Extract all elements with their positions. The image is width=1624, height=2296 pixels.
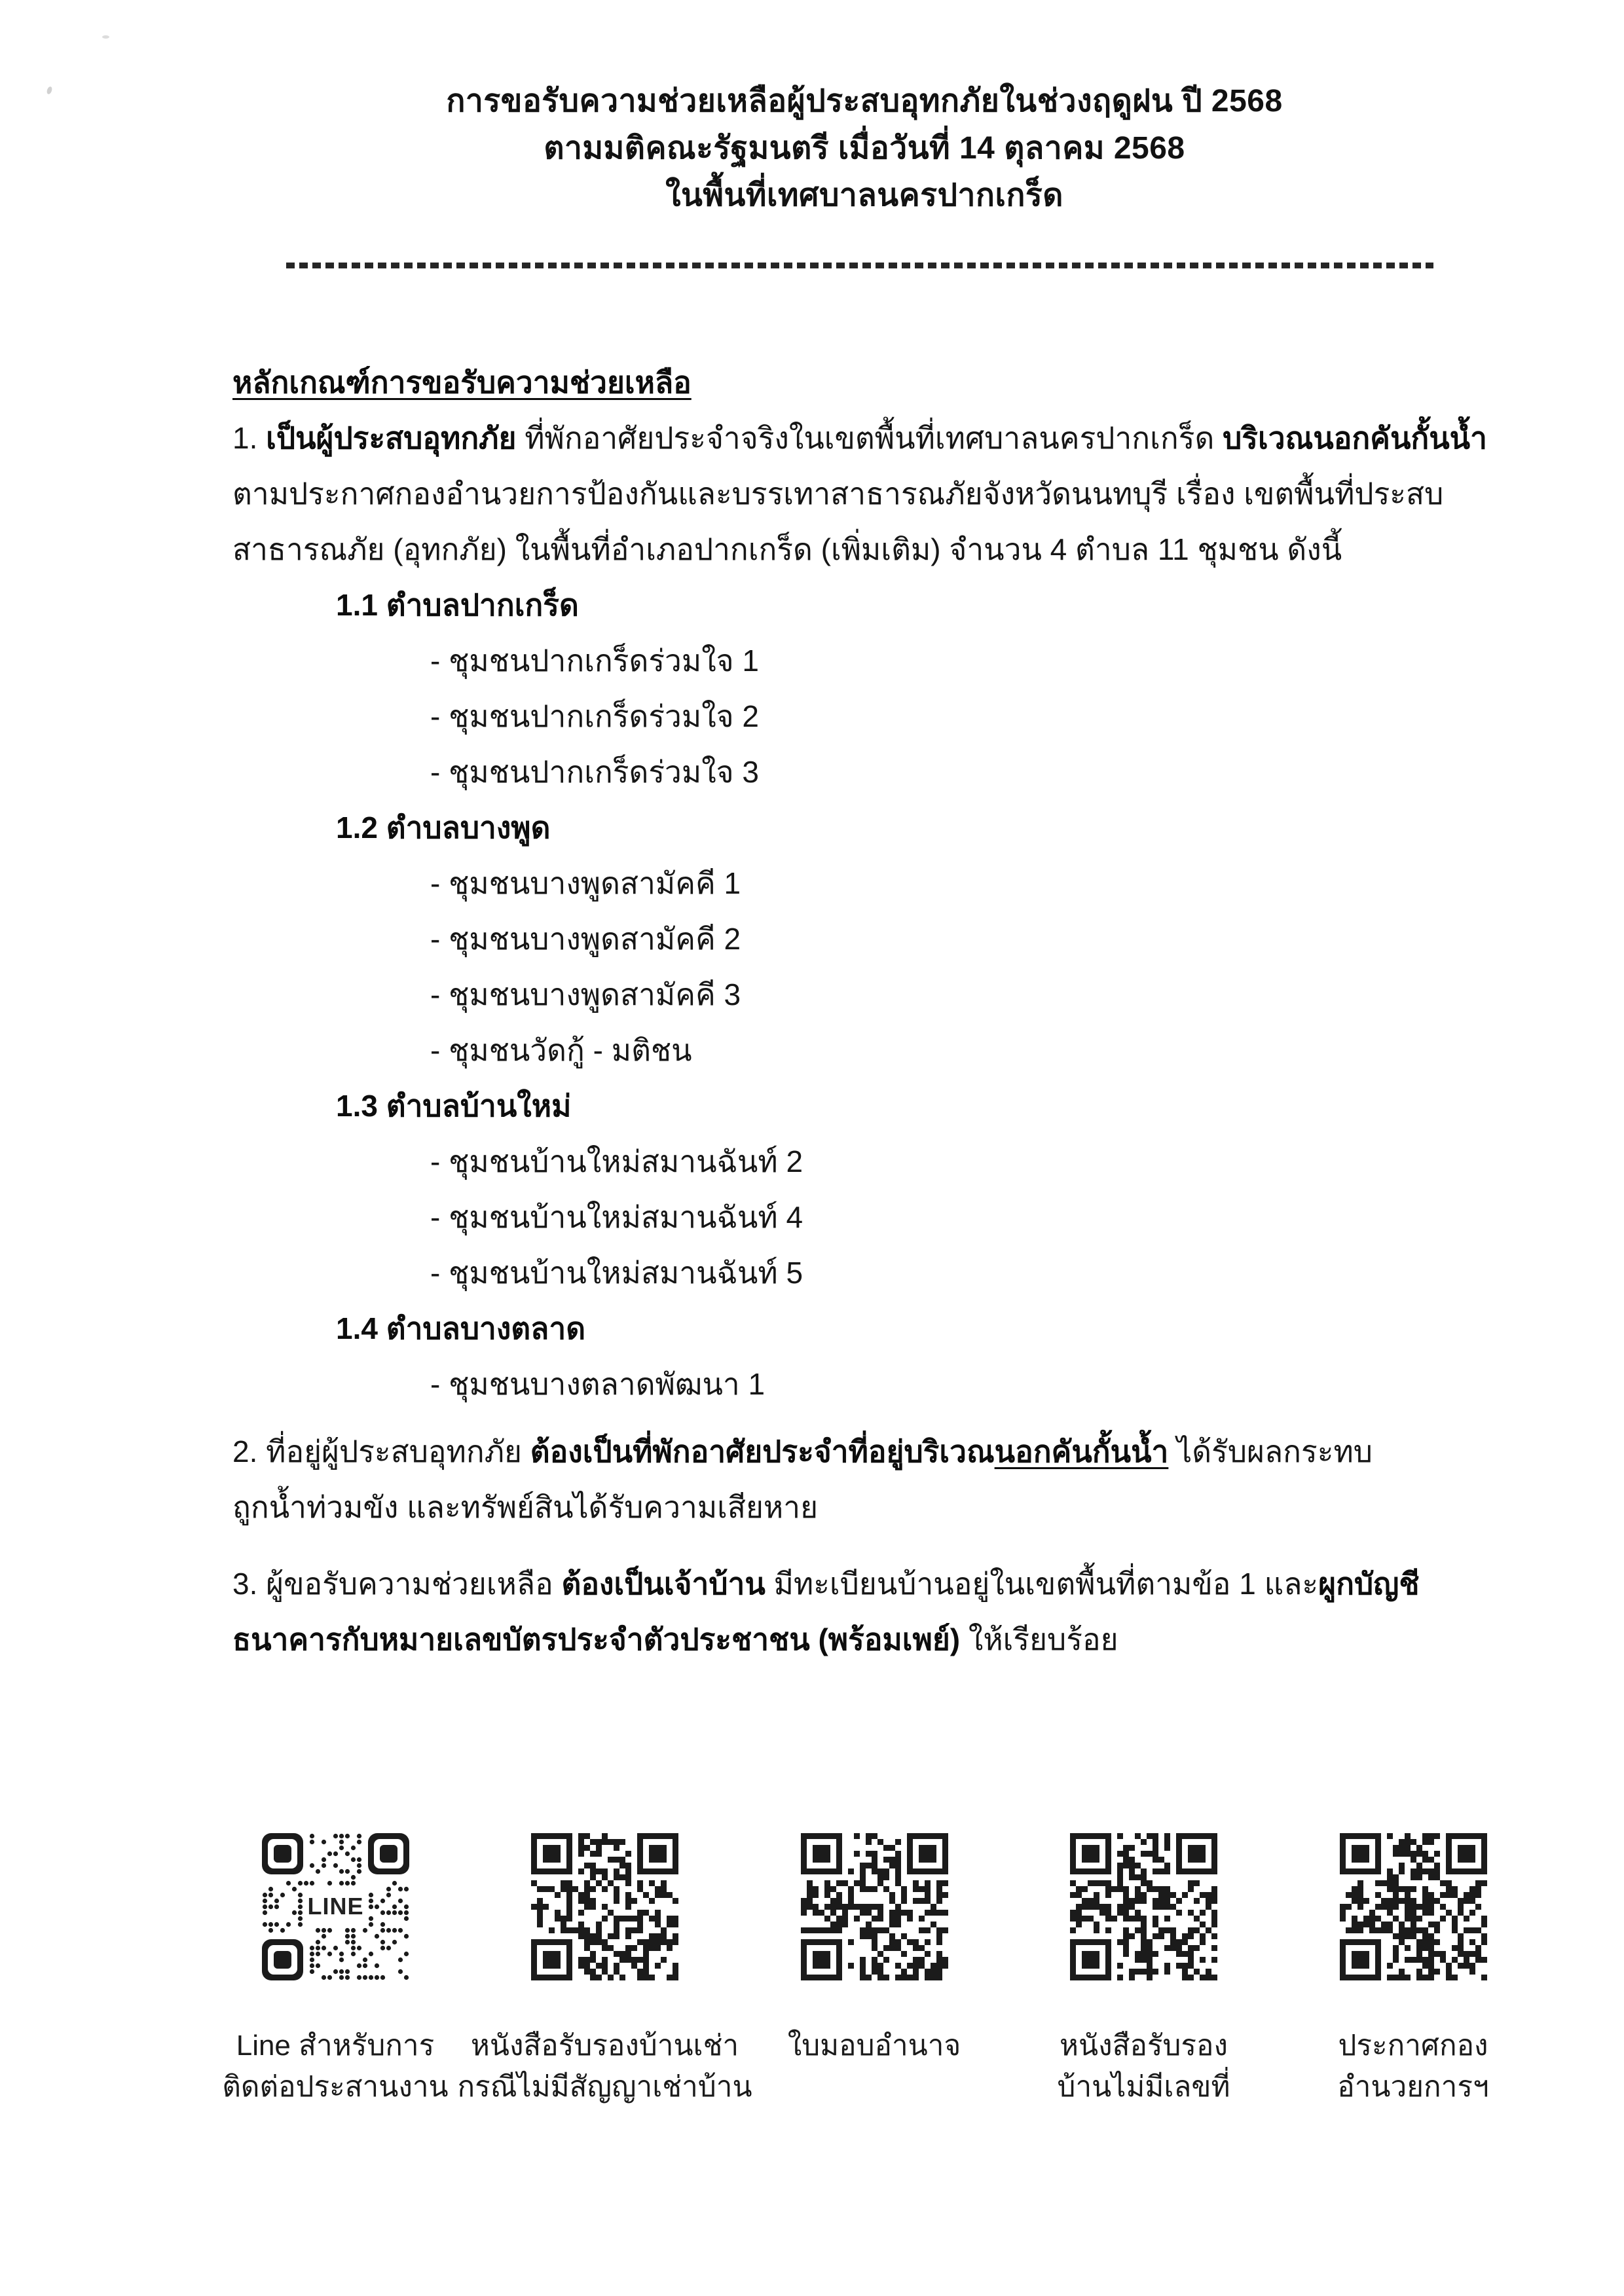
svg-text:LINE: LINE <box>306 1893 364 1920</box>
text-run: ธนาคารกับหมายเลขบัตรประจำตัวประชาชน (พร้อมเพย์) <box>232 1622 961 1656</box>
community-item: - ชุมชนปากเกร็ดร่วมใจ 2 <box>430 699 759 733</box>
text-run: ต้องเป็นเจ้าบ้าน <box>561 1567 766 1601</box>
community-item: - ชุมชนปากเกร็ดร่วมใจ 1 <box>430 644 759 678</box>
text-run: 3. ผู้ขอรับความช่วยเหลือ <box>232 1567 562 1601</box>
community-item: - ชุมชนบ้านใหม่สมานฉันท์ 2 <box>430 1144 803 1178</box>
criterion-1-paragraph-line <box>232 410 1487 466</box>
community-item: - ชุมชนปากเกร็ดร่วมใจ 3 <box>430 755 759 789</box>
document-title <box>223 78 1506 219</box>
subdistrict-heading: 1.1 ตำบลปากเกร็ด <box>336 588 579 622</box>
text-run: ได้รับผลกระทบ <box>1168 1434 1373 1468</box>
qr-code-section <box>213 1833 1536 2107</box>
qr-caption-line: ประกาศกอง <box>1338 2030 1488 2062</box>
text-run: ให้เรียบร้อย <box>960 1622 1118 1656</box>
qr-caption <box>1337 2025 1488 2107</box>
text-run: มีทะเบียนบ้านอยู่ในเขตพื้นที่ตามข้อ 1 และ <box>765 1567 1319 1601</box>
criterion-1-paragraph <box>232 410 1487 577</box>
official-announcement-qr-code <box>1340 1833 1487 1980</box>
text-run: นอกคันกั้นน้ำ <box>994 1434 1169 1468</box>
community-item: - ชุมชนวัดกู้ - มติชน <box>430 1033 692 1067</box>
text-run: เป็นผู้ประสบอุทกภัย <box>266 421 517 455</box>
subdistrict-heading: 1.4 ตำบลบางตลาด <box>336 1311 586 1345</box>
title-line-1: การขอรับความช่วยเหลือผู้ประสบอุทกภัยในช่วงฤดูฝน ปี 2568 <box>446 84 1283 118</box>
qr-column <box>752 1833 997 2107</box>
criterion-2-paragraph-line <box>232 1424 1424 1480</box>
qr-caption <box>457 2025 752 2107</box>
subdistrict-list <box>232 577 1424 1412</box>
qr-column <box>457 1833 752 2107</box>
criterion-1-paragraph-line <box>232 466 1444 522</box>
community-item: - ชุมชนบางตลาดพัฒนา 1 <box>430 1367 766 1401</box>
subdistrict-heading: 1.2 ตำบลบางพูด <box>336 811 551 845</box>
criterion-1-paragraph-line <box>232 522 1424 577</box>
subdistrict-heading: 1.3 ตำบลบ้านใหม่ <box>336 1089 572 1123</box>
dashed-separator-line <box>286 263 1433 268</box>
community-item: - ชุมชนบางพูดสามัคคี 2 <box>430 922 741 956</box>
qr-caption-line: Line สำหรับการ <box>236 2030 435 2062</box>
scan-speck <box>46 86 53 95</box>
rental-house-certificate-qr-code <box>531 1833 678 1980</box>
line-contact-qr-code <box>262 1833 409 1980</box>
community-item: - ชุมชนบางพูดสามัคคี 1 <box>430 866 741 900</box>
criterion-2-paragraph-line <box>232 1480 1424 1535</box>
scan-speck <box>102 35 109 39</box>
qr-caption-line: หนังสือรับรอง <box>1060 2030 1228 2062</box>
title-line-2: ตามมติคณะรัฐมนตรี เมื่อวันที่ 14 ตุลาคม 2568 <box>544 131 1185 166</box>
qr-column <box>213 1833 458 2107</box>
qr-caption-line: กรณีไม่มีสัญญาเช่าบ้าน <box>457 2071 752 2103</box>
criterion-2-paragraph <box>232 1424 1424 1535</box>
qr-column <box>1291 1833 1536 2107</box>
title-line-3: ในพื้นที่เทศบาลนครปากเกร็ด <box>665 178 1063 213</box>
text-run: ถูกน้ำท่วมขัง และทรัพย์สินได้รับความเสียหาย <box>232 1490 819 1524</box>
community-item: - ชุมชนบ้านใหม่สมานฉันท์ 5 <box>430 1256 803 1290</box>
criterion-3-paragraph-line <box>232 1612 1424 1667</box>
qr-caption-line: อำนวยการฯ <box>1337 2071 1489 2103</box>
criteria-heading: หลักเกณฑ์การขอรับความช่วยเหลือ <box>232 365 692 399</box>
qr-caption <box>1058 2025 1230 2107</box>
text-run: สาธารณภัย (อุทกภัย) ในพื้นที่อำเภอปากเกร็ด (เพิ่มเติม) จำนวน 4 ตำบล 11 ชุมชน ดังนี้ <box>232 532 1342 566</box>
criterion-3-paragraph <box>232 1556 1424 1667</box>
document-body <box>232 355 1487 1667</box>
qr-caption <box>222 2025 448 2107</box>
qr-column <box>1022 1833 1266 2107</box>
qr-caption-line: ใบมอบอำนาจ <box>787 2030 961 2062</box>
text-run: ตามประกาศกองอำนวยการป้องกันและบรรเทาสาธารณภัยจังหวัดนนทบุรี เรื่อง เขตพื้นที่ประสบ <box>232 477 1444 511</box>
qr-caption-line: บ้านไม่มีเลขที่ <box>1057 2071 1230 2103</box>
text-run: 1. <box>232 421 267 455</box>
text-run: ที่พักอาศัยประจำจริงในเขตพื้นที่เทศบาลนครปากเกร็ด <box>516 421 1223 455</box>
qr-caption <box>788 2025 961 2066</box>
community-item: - ชุมชนบางพูดสามัคคี 3 <box>430 977 741 1011</box>
text-run: ผูกบัญชี <box>1318 1567 1420 1601</box>
text-run: บริเวณนอกคันกั้นน้ำ <box>1223 421 1487 455</box>
qr-caption-line: หนังสือรับรองบ้านเช่า <box>470 2030 739 2062</box>
text-run: ต้องเป็นที่พักอาศัยประจำที่อยู่บริเวณ <box>530 1434 995 1468</box>
community-item: - ชุมชนบ้านใหม่สมานฉันท์ 4 <box>430 1200 803 1234</box>
qr-caption-line: ติดต่อประสานงาน <box>222 2071 449 2103</box>
text-run: 2. ที่อยู่ผู้ประสบอุทกภัย <box>232 1434 530 1468</box>
power-of-attorney-qr-code <box>801 1833 948 1980</box>
no-house-number-certificate-qr-code <box>1070 1833 1217 1980</box>
criterion-3-paragraph-line <box>232 1556 1424 1612</box>
